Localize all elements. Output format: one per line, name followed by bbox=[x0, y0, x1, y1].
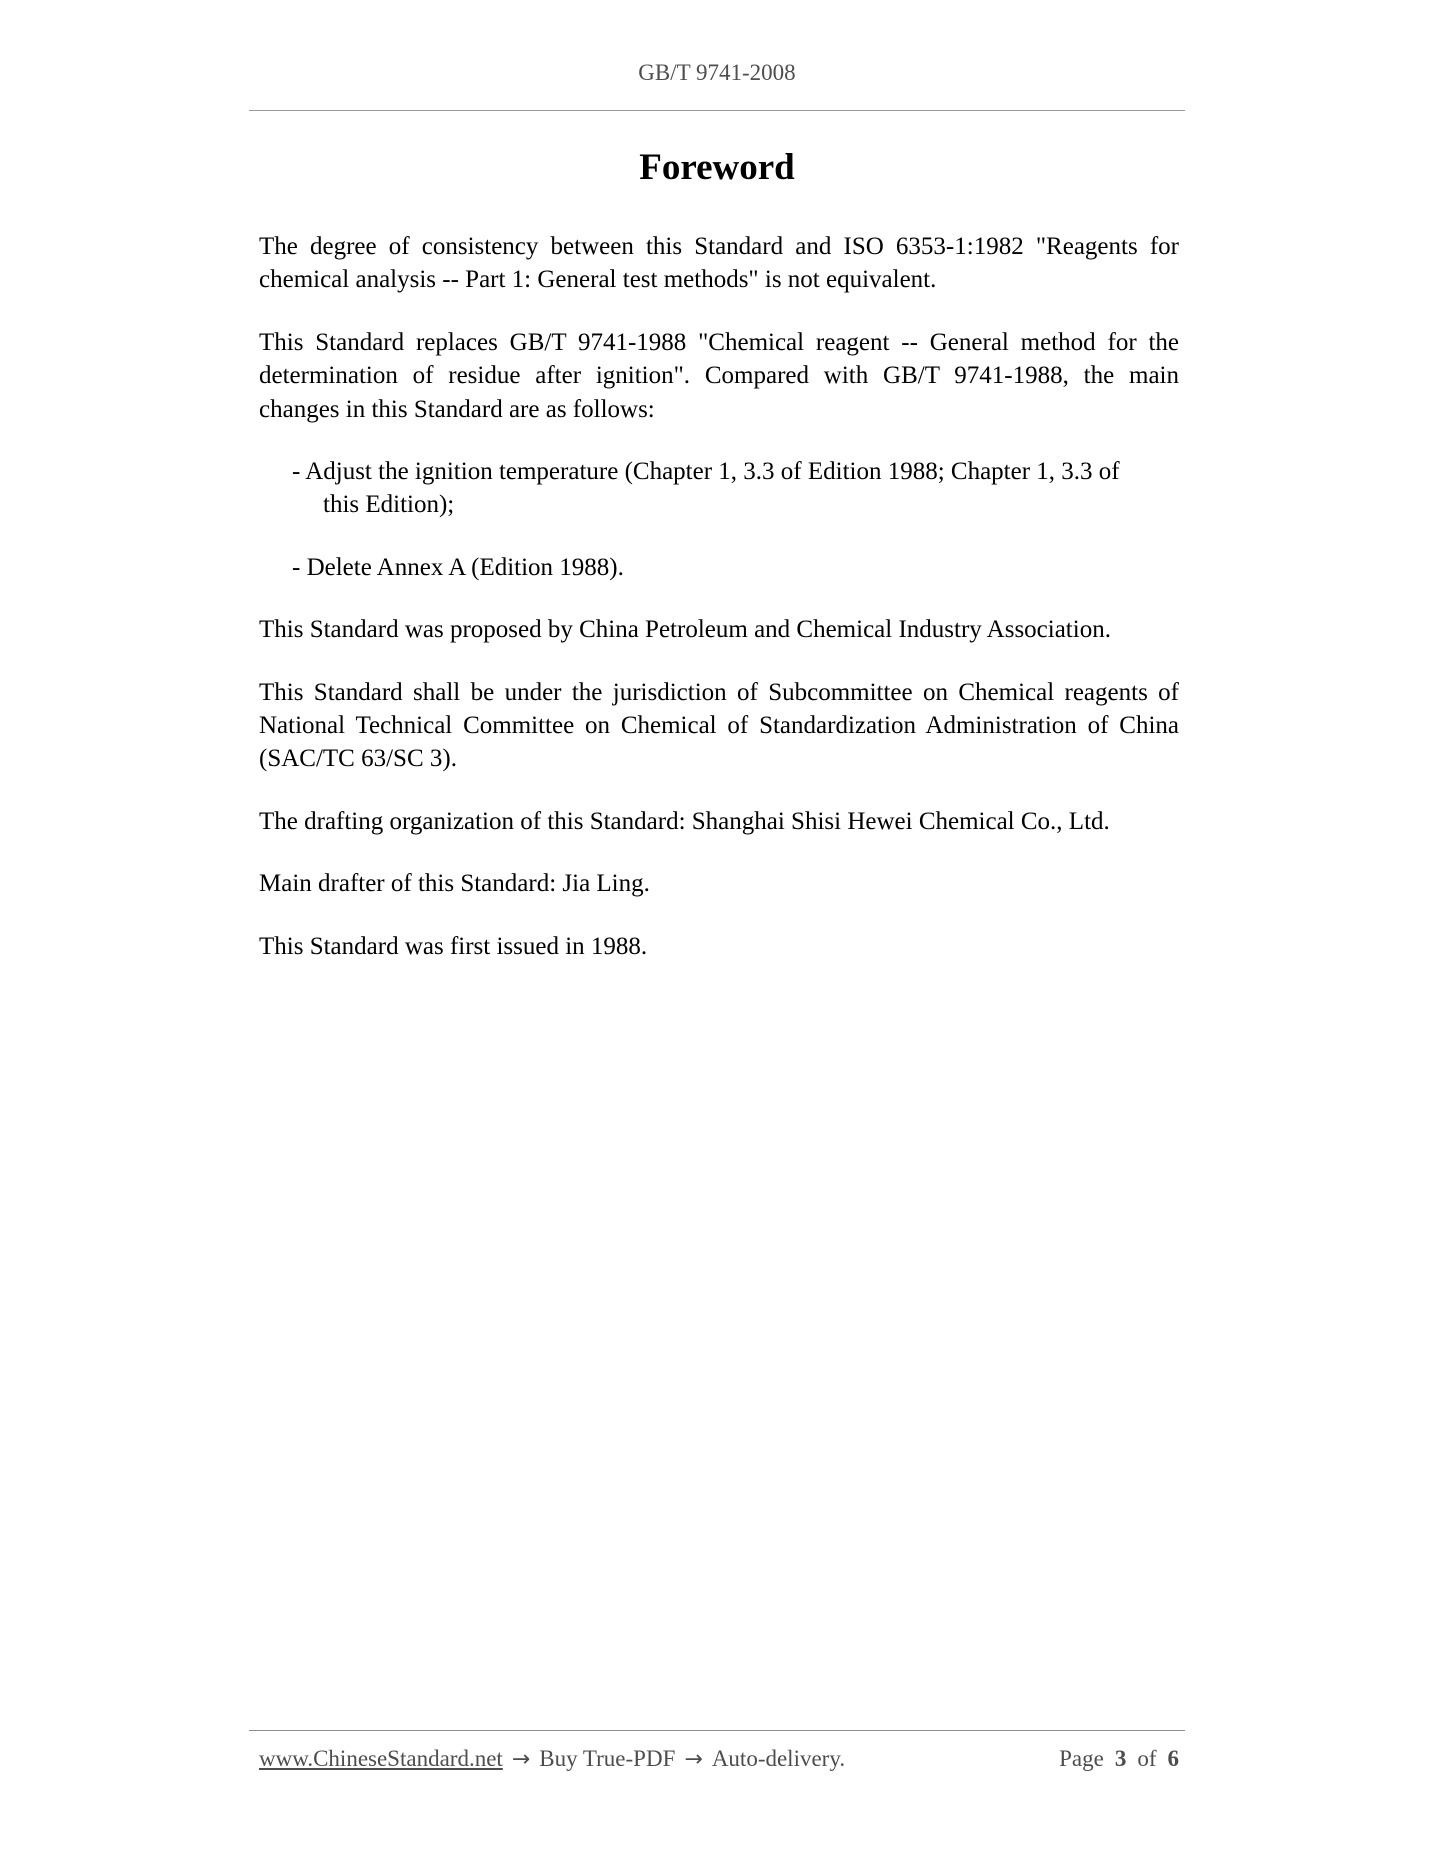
page-total: 6 bbox=[1167, 1746, 1179, 1771]
page-label: Page bbox=[1059, 1746, 1104, 1771]
page-indicator bbox=[1059, 1743, 1179, 1775]
paragraph-drafting-organization: The drafting organization of this Standard: Shanghai Shisi Hewei Chemical Co., Ltd. bbox=[259, 807, 1110, 835]
paragraph-replaces: This Standard replaces GB/T 9741-1988 "Chemical reagent -- General method for the determination of residue after ignition". Compared with GB/T 9741-1988, the main changes in this Standard are as follows: bbox=[259, 328, 1179, 423]
footer-rule bbox=[249, 1730, 1185, 1731]
buy-true-pdf-text: Buy True-PDF bbox=[539, 1746, 676, 1771]
arrow-right-icon: → bbox=[684, 1747, 703, 1772]
bullet-delete-annex: - Delete Annex A (Edition 1988). bbox=[292, 553, 624, 581]
page-title: Foreword bbox=[639, 147, 795, 188]
bullet-adjust-ignition-temperature: - Adjust the ignition temperature (Chapter 1, 3.3 of Edition 1988; Chapter 1, 3.3 of this Edition); bbox=[292, 458, 1120, 519]
page-footer bbox=[259, 1743, 1179, 1776]
standard-number-header: GB/T 9741-2008 bbox=[638, 60, 796, 85]
paragraph-consistency: The degree of consistency between this Standard and ISO 6353-1:1982 "Reagents for chemical analysis -- Part 1: General test methods" is not equivalent. bbox=[259, 233, 1179, 294]
paragraph-main-drafter: Main drafter of this Standard: Jia Ling. bbox=[259, 870, 650, 898]
header-rule bbox=[249, 110, 1185, 111]
page-current: 3 bbox=[1114, 1746, 1127, 1771]
paragraph-jurisdiction: This Standard shall be under the jurisdiction of Subcommittee on Chemical reagents of National Technical Committee on Chemical of Standardization Administration of China (SAC/TC 63/SC 3). bbox=[259, 678, 1179, 773]
page-of-label: of bbox=[1137, 1746, 1157, 1771]
auto-delivery-text: Auto-delivery. bbox=[711, 1746, 846, 1771]
arrow-right-icon: → bbox=[511, 1747, 531, 1772]
website-link[interactable]: www.ChineseStandard.net bbox=[259, 1746, 503, 1771]
document-body bbox=[259, 230, 1179, 992]
paragraph-first-issued: This Standard was first issued in 1988. bbox=[259, 932, 648, 960]
footer-left bbox=[259, 1743, 845, 1776]
paragraph-proposed-by: This Standard was proposed by China Petroleum and Chemical Industry Association. bbox=[259, 616, 1111, 644]
